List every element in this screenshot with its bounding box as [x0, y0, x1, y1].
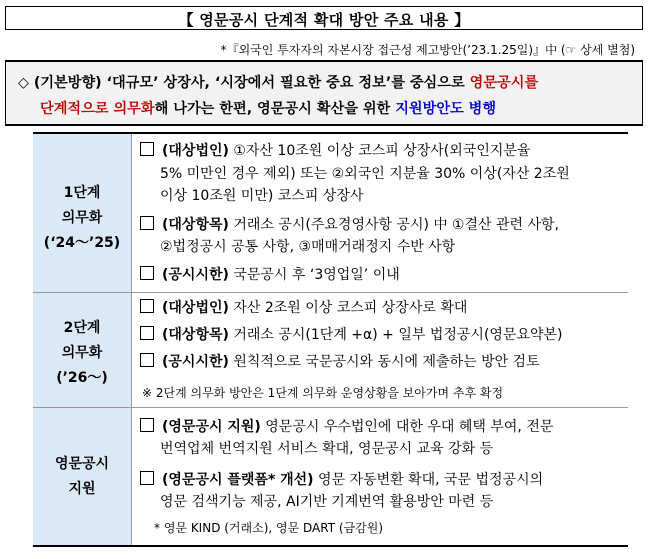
item-text: 영문공시 우수법인에 대한 우대 혜택 부여, 전문: [260, 419, 554, 435]
item-text: 이상 10조원 미만) 코스피 상장사: [160, 188, 364, 204]
summary-line1-red: 영문공시를: [469, 75, 539, 91]
row-label-cell: [33, 408, 132, 546]
checkbox-square-icon: [140, 299, 154, 313]
summary-line2-blue: 지원방안도 병행: [395, 101, 497, 117]
document-title: 【 영문공시 단계적 확대 방안 주요 내용 】: [178, 11, 470, 29]
list-item: [140, 351, 540, 373]
footnote: * 영문 KIND (거래소), 영문 DART (금감원): [154, 521, 384, 535]
item-text: 원칙적으로 국문공시와 동시에 제출하는 방안 검토: [228, 354, 540, 370]
list-item: [140, 297, 467, 319]
summary-line-2: [40, 98, 496, 118]
item-text: ②법정공시 공통 사항, ③매매거래정지 수반 사항: [160, 239, 456, 255]
item-text: 영문 검색기능 제공, AI기반 기계번역 활용방안 마련 등: [160, 494, 494, 510]
summary-box: [5, 60, 643, 126]
row-content-cell: [132, 293, 628, 408]
item-text: 거래소 공시(1단계 +α) + 일부 법정공시(영문요약본): [228, 327, 563, 343]
table-bottom-border: [33, 545, 628, 547]
list-item: [140, 214, 559, 236]
checkbox-square-icon: [140, 326, 154, 340]
summary-line2-red: 단계적으로 의무화: [40, 101, 155, 117]
item-text: 번역업체 번역지원 서비스 확대, 영문공시 교육 강화 등: [160, 441, 494, 457]
row-content-cell: [132, 408, 628, 546]
checkbox-square-icon: [140, 471, 154, 485]
checkbox-square-icon: [140, 266, 154, 280]
item-text: 자산 2조원 이상 코스피 상장사로 확대: [228, 300, 468, 316]
checkbox-square-icon: [140, 418, 154, 432]
table-row-stage1: [33, 132, 628, 294]
row-label: 2단계: [63, 320, 101, 336]
row-label-cell: [33, 293, 132, 408]
checkbox-square-icon: [140, 353, 154, 367]
checkbox-square-icon: [140, 142, 154, 156]
list-item: [140, 416, 553, 438]
item-head: (대상항목): [162, 327, 229, 343]
item-text: ①자산 10조원 이상 코스피 상장사(외국인지분율: [228, 143, 531, 159]
list-item: [140, 140, 530, 162]
checkbox-square-icon: [140, 216, 154, 230]
table-row-stage2: [33, 292, 628, 408]
item-head: (대상법인): [162, 300, 229, 316]
summary-line2-mid: 해 나가는 한편, 영문공시 확산을 위한: [154, 101, 396, 117]
summary-line1-prefix: ◇ (기본방향) ‘대규모’ 상장사, ‘시장에서 필요한 중요 정보’를 중심으로: [18, 75, 470, 91]
row-label-cell: [33, 134, 132, 294]
item-text: 거래소 공시(주요경영사항 공시) 中 ①결산 관련 사항,: [228, 217, 559, 233]
item-head: (영문공시 플랫폼* 개선): [162, 472, 314, 488]
list-item: [140, 469, 543, 491]
list-item: [140, 264, 400, 286]
item-head: (공시시한): [162, 354, 229, 370]
row-label: (‘24～’25): [43, 235, 121, 251]
item-head: (공시시한): [162, 267, 229, 283]
item-text: 5% 미만인 경우 제외) 또는 ②외국인 지분율 30% 이상(자산 2조원: [160, 166, 570, 182]
footnote: ※ 2단계 의무화 방안은 1단계 의무화 운영상황을 보아가며 추후 확정: [142, 386, 504, 400]
item-text: 영문 자동변환 확대, 국문 법정공시의: [313, 472, 544, 488]
item-text: 국문공시 후 ‘3영업일’ 이내: [228, 267, 400, 283]
row-label: 의무화: [61, 345, 103, 361]
item-head: (영문공시 지원): [162, 419, 261, 435]
table-row-support: [33, 407, 628, 546]
row-label: (’26～): [56, 370, 108, 386]
row-label: 1단계: [63, 185, 101, 201]
plan-table: [33, 132, 628, 547]
summary-line-1: [18, 72, 538, 92]
row-content-cell: [132, 134, 628, 294]
source-note: *『외국인 투자자의 자본시장 접근성 제고방안(’23.1.25일)』中 (☞ 상세 별첨): [220, 43, 635, 57]
row-label: 지원: [68, 481, 96, 497]
item-head: (대상법인): [162, 143, 229, 159]
row-label: 영문공시: [54, 456, 110, 472]
list-item: [140, 324, 562, 346]
title-box: [5, 6, 643, 30]
item-head: (대상항목): [162, 217, 229, 233]
row-label: 의무화: [61, 210, 103, 226]
